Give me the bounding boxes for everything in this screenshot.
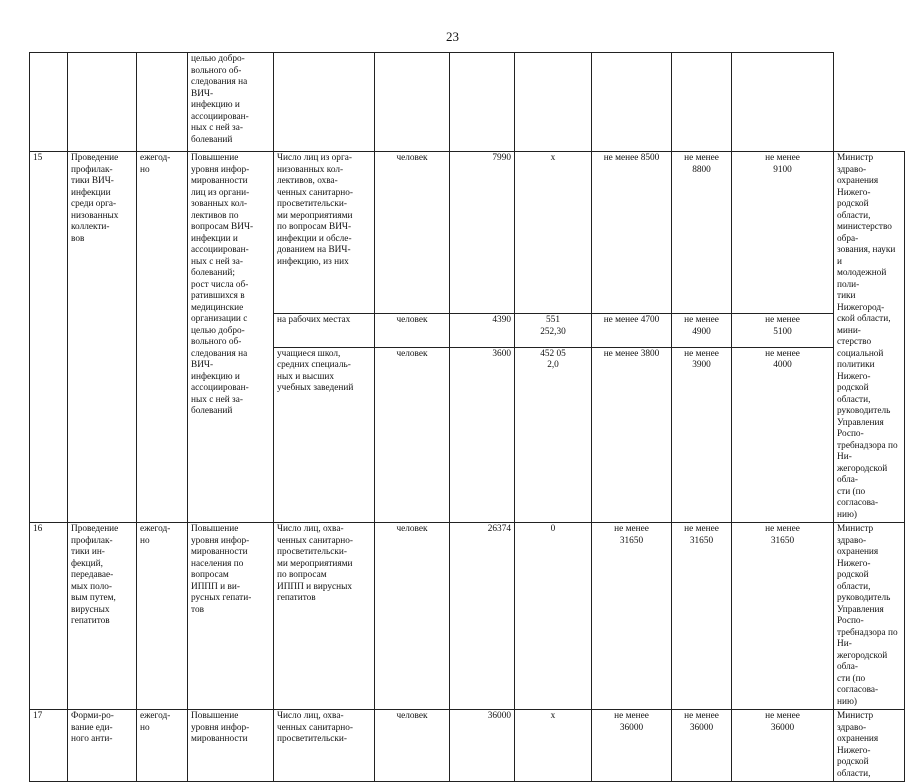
cell-v3 [672,53,732,152]
cell-name: Проведение профилак- тики ВИЧ- инфекции среди орга- низованных коллекти- вов [68,152,137,523]
table-row-16 [30,523,905,710]
cell-v2: не менее 4700 [592,314,672,347]
cell-name: Форми-ро- вание еди- ного анти- [68,710,137,782]
cell-v3: не менее 36000 [672,710,732,782]
cell-v2: не менее 31650 [592,523,672,710]
cell-unit: человек [375,347,450,522]
cell-base: 3600 [450,347,515,522]
cell-v2: не менее 3800 [592,347,672,522]
cell-num: 15 [30,152,68,523]
cell-v1: 551 252,30 [515,314,592,347]
cell-num [30,53,68,152]
cell-name [68,53,137,152]
cell-responsible [732,53,834,152]
cell-unit: человек [375,710,450,782]
cell-indicator [274,53,375,152]
cell-period: ежегод- но [137,152,188,523]
cell-v3: не менее 3900 [672,347,732,522]
cell-v4: не менее 9100 [732,152,834,314]
cell-indicator: Число лиц из орга- низованных кол- лективов, охва- ченных санитарно- просветительски- ми мероприятиями по вопросам ВИЧ- инфекции и обсле- дованием на ВИЧ- инфекцию, из них [274,152,375,314]
cell-v1: 0 [515,523,592,710]
cell-responsible: Министр здраво- охранения Нижего- родской области, руководитель Управления Роспо- требнадзора по Ни- жегородской обла- сти (по согласова- нию) [834,523,905,710]
cell-indicator: на рабочих местах [274,314,375,347]
cell-indicator: Число лиц, охва- ченных санитарно- просветительски- ми мероприятиями по вопросам ИППП и вирусных гепатитов [274,523,375,710]
cell-period: ежегод- но [137,523,188,710]
cell-indicator: Число лиц, охва- ченных санитарно- просветительски- [274,710,375,782]
cell-v1: х [515,152,592,314]
cell-responsible: Министр здраво- охранения Нижего- родской области, [834,710,905,782]
cell-unit: человек [375,523,450,710]
cell-v3: не менее 4900 [672,314,732,347]
cell-goal: Повышение уровня инфор- мированности населения по вопросам ИППП и ви- русных гепати- тов [188,523,274,710]
cell-v2: не менее 8500 [592,152,672,314]
cell-v4: не менее 36000 [732,710,834,782]
cell-v1 [515,53,592,152]
cell-name: Проведение профилак- тики ин- фекций, передавае- мых поло- вым путем, вирусных гепатитов [68,523,137,710]
measures-table [29,52,905,782]
cell-v4: не менее 5100 [732,314,834,347]
cell-v1: 452 05 2,0 [515,347,592,522]
cell-unit [375,53,450,152]
cell-unit: человек [375,314,450,347]
cell-v1: х [515,710,592,782]
cell-v4: не менее 4000 [732,347,834,522]
cell-v4: не менее 31650 [732,523,834,710]
cell-v2: не менее 36000 [592,710,672,782]
cell-v2 [592,53,672,152]
table-row-continuation [30,53,905,152]
cell-num: 16 [30,523,68,710]
cell-base [450,53,515,152]
cell-goal: Повышение уровня инфор- мированности [188,710,274,782]
cell-goal: Повышение уровня инфор- мированности лиц из органи- зованных кол- лективов по вопросам ВИЧ- инфекции и ассоциирован- ных с ней за- болеваний; рост числа об- ратившихся в медицинские организации с целью добро- вольного об- следования на ВИЧ- инфекцию и ассоциирован- ных с ней за- болеваний [188,152,274,523]
cell-base: 7990 [450,152,515,314]
cell-num: 17 [30,710,68,782]
cell-base: 36000 [450,710,515,782]
cell-indicator: учащиеся школ, средних специаль- ных и высших учебных заведений [274,347,375,522]
cell-unit: человек [375,152,450,314]
cell-responsible: Министр здраво- охранения Нижего- родской области, министерство обра- зования, науки и молодежной поли- тики Нижегород- ской области, мини- стерство социальной политики Нижего- родской области, руководитель Управления Роспо- требнадзора по Ни- жегородской обла- сти (по согласова- нию) [834,152,905,523]
cell-base: 4390 [450,314,515,347]
cell-period [137,53,188,152]
table-row-15 [30,152,905,314]
page-number: 23 [446,29,459,44]
cell-period: ежегод- но [137,710,188,782]
table-row-17 [30,710,905,782]
cell-v3: не менее 8800 [672,152,732,314]
cell-base: 26374 [450,523,515,710]
cell-v3: не менее 31650 [672,523,732,710]
cell-goal: целью добро- вольного об- следования на ВИЧ- инфекцию и ассоциирован- ных с ней за- болеваний [188,53,274,152]
